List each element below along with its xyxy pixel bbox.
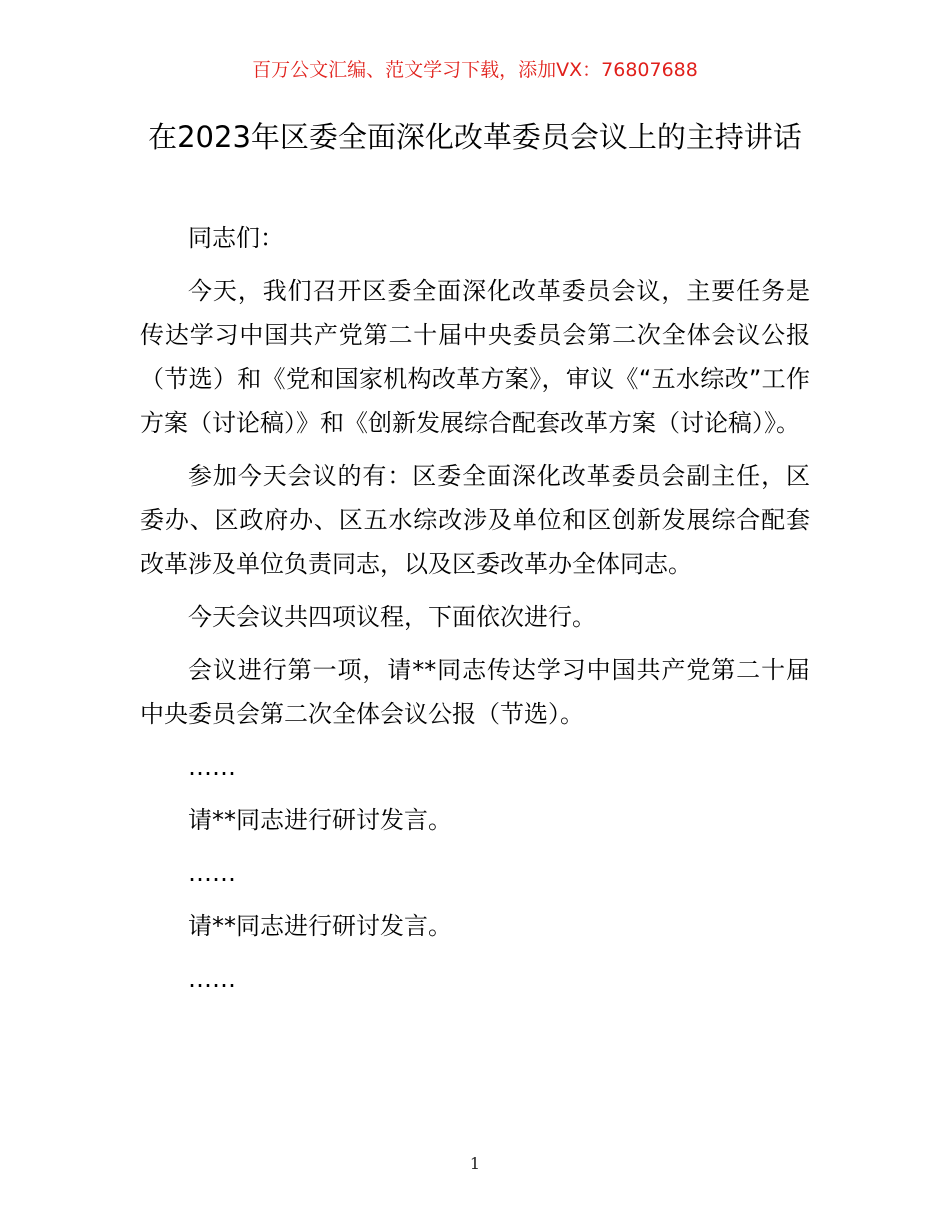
document-body — [140, 216, 810, 1010]
ellipsis-paragraph: …… — [188, 965, 236, 993]
ellipsis-paragraph: …… — [188, 859, 236, 887]
document-title: 在2023年区委全面深化改革委员会议上的主持讲话 — [148, 120, 802, 154]
page-number: 1 — [469, 1154, 481, 1173]
salutation-paragraph: 同志们： — [188, 224, 284, 252]
ellipsis-paragraph: …… — [188, 753, 236, 781]
body-paragraph: 请**同志进行研讨发言。 — [188, 806, 452, 834]
body-paragraph: 今天会议共四项议程，下面依次进行。 — [188, 603, 596, 631]
body-paragraph: 会议进行第一项，请**同志传达学习中国共产党第二十届中央委员会第二次全体会议公报（节选）。 — [140, 656, 810, 728]
body-paragraph: 今天，我们召开区委全面深化改革委员会议，主要任务是传达学习中国共产党第二十届中央委员会第二次全体会议公报（节选）和《党和国家机构改革方案》，审议《“五水综改”工作方案（讨论稿）》和《创新发展综合配套改革方案（讨论稿）》。 — [140, 277, 810, 437]
watermark-header: 百万公文汇编、范文学习下载，添加VX：76807688 — [252, 59, 698, 81]
body-paragraph: 参加今天会议的有：区委全面深化改革委员会副主任，区委办、区政府办、区五水综改涉及单位和区创新发展综合配套改革涉及单位负责同志，以及区委改革办全体同志。 — [140, 462, 810, 578]
body-paragraph: 请**同志进行研讨发言。 — [188, 912, 452, 940]
